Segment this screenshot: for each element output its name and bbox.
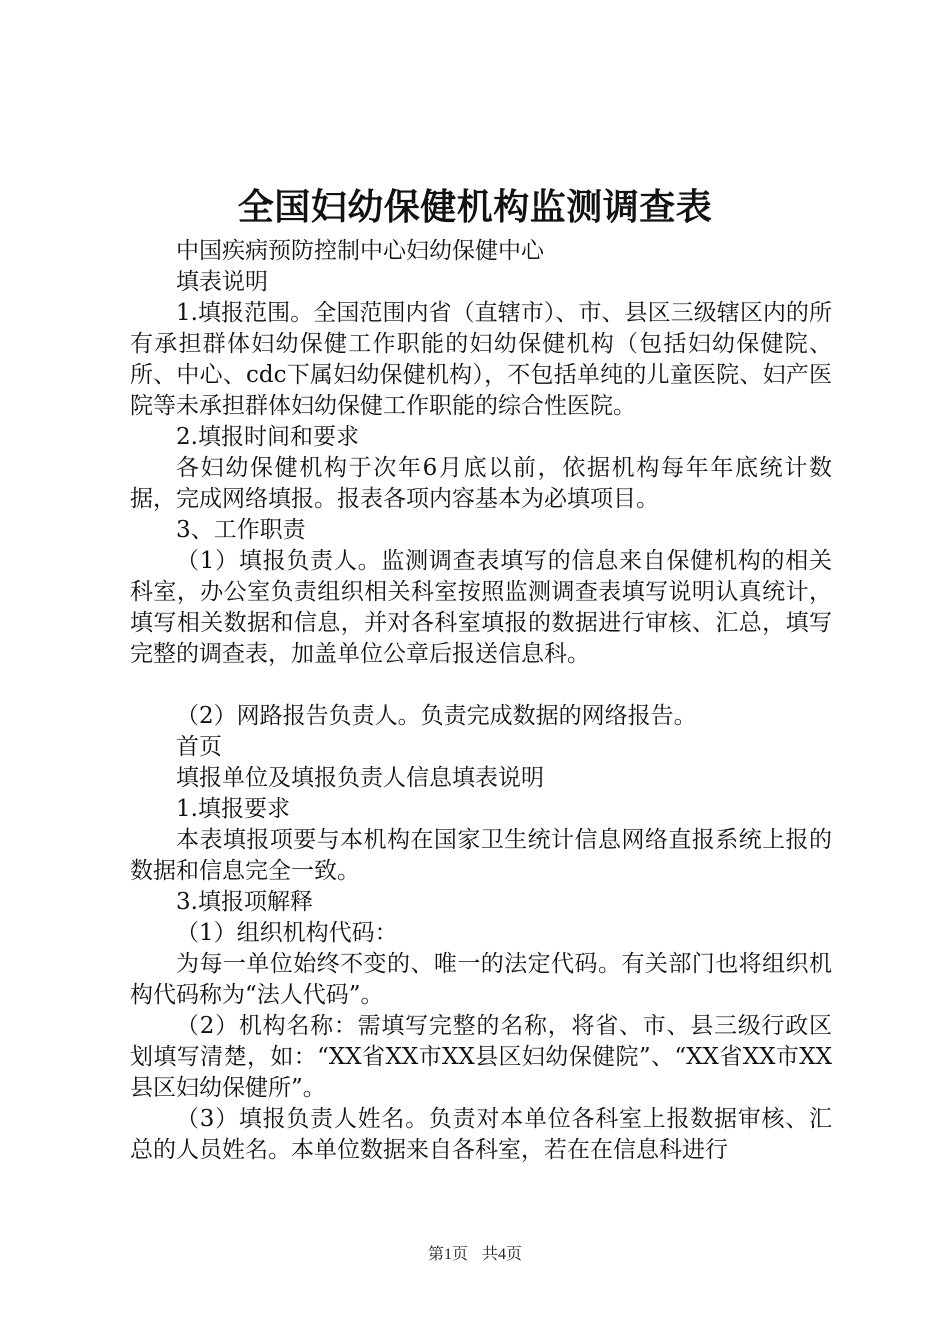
paragraph: （1）填报负责人。监测调查表填写的信息来自保健机构的相关科室，办公室负责组织相关科室按照监测调查表填写说明认真统计，填写相关数据和信息，并对各科室填报的数据进行审核、汇总，填写完整的调查表，加盖单位公章后报送信息科。 [130, 548, 832, 667]
document-title: 全国妇幼保健机构监测调查表 [237, 187, 713, 228]
paragraph: （3）填报负责人姓名。负责对本单位各科室上报数据审核、汇总的人员姓名。本单位数据来自各科室，若在在信息科进行 [130, 1106, 832, 1163]
paragraph-heading: 3、工作职责 [176, 517, 306, 543]
paragraph: （2）机构名称：需填写完整的名称，将省、市、县三级行政区划填写清楚，如：“XX省XX市XX县区妇幼保健院”、“XX省XX市XX县区妇幼保健所”。 [130, 1013, 832, 1101]
document-body [130, 236, 832, 1166]
paragraph-heading: 3.填报项解释 [176, 889, 313, 915]
page-total: 共4页 [482, 1246, 523, 1263]
paragraph-heading: 2.填报时间和要求 [176, 424, 359, 450]
page-footer [0, 1244, 950, 1266]
paragraph: 各妇幼保健机构于次年6月底以前，依据机构每年年底统计数据，完成网络填报。报表各项内容基本为必填项目。 [130, 455, 832, 512]
paragraph: 1.填报范围。全国范围内省（直辖市）、市、县区三级辖区内的所有承担群体妇幼保健工作职能的妇幼保健机构（包括妇幼保健院、所、中心、cdc下属妇幼保健机构），不包括单纯的儿童医院、妇产医院等未承担群体妇幼保健工作职能的综合性医院。 [130, 300, 832, 419]
paragraph-heading: （1）组织机构代码： [176, 920, 398, 946]
paragraph-subtitle: 中国疾病预防控制中心妇幼保健中心 [176, 238, 544, 264]
paragraph: （2）网路报告负责人。负责完成数据的网络报告。 [176, 703, 697, 729]
paragraph-heading: 填表说明 [176, 269, 268, 295]
page-number: 第1页 [427, 1246, 468, 1263]
paragraph-heading: 填报单位及填报负责人信息填表说明 [176, 765, 544, 791]
paragraph-spacer [130, 670, 832, 701]
paragraph: 本表填报项要与本机构在国家卫生统计信息网络直报系统上报的数据和信息完全一致。 [130, 827, 832, 884]
paragraph-heading: 首页 [176, 734, 222, 760]
paragraph: 为每一单位始终不变的、唯一的法定代码。有关部门也将组织机构代码称为“法人代码”。 [130, 951, 832, 1008]
paragraph-heading: 1.填报要求 [176, 796, 290, 822]
